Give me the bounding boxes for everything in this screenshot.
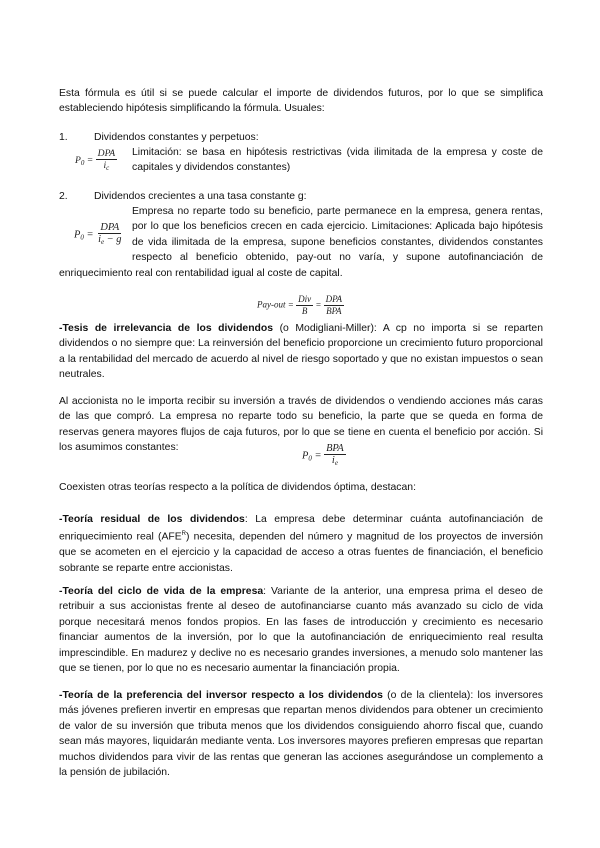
formula-bpa: $P_0$ = $\frac{\text{BPA}}{i_e}$ [302, 443, 344, 467]
list-title-1: Dividendos constantes y perpetuos: [94, 132, 259, 143]
list-text-2: Empresa no reparte todo su beneficio, parte permanece en la empresa, genera rentas, por lo que los beneficios crecen en cada ejercicio. Limitaciones: Aplicada bajo hipótesis de vida ilimitada de la empresa, supone beneficios constantes, dividendos constantes respecto al beneficio obtenido, pay-out no varía, y supone autofinanciación de enriquecimiento real con rentabilidad igual al coste de capital. [59, 206, 543, 279]
list-text-2-block [59, 204, 543, 281]
formula-payout: Pay-out = $\frac{\text{Div}}{B}$ = $\frac{\text{DPA}}{\text{BPA}}$ [257, 294, 342, 316]
list-number-2: 2. [59, 191, 68, 202]
accionista-paragraph: Al accionista no le importa recibir su inversión a través de dividendos o vendiendo acciones más caras de las que compró. La empresa no reparte todo su beneficio, la parte que se queda en forma de reservas genera mayores flujos de caja futuros, por lo que se tiene en cuenta el beneficio por acción. Si los asumimos constantes: [59, 396, 543, 454]
coexisten-paragraph: Coexisten otras teorías respecto a la política de dividendos óptima, destacan: [59, 482, 416, 493]
residual-paragraph: -Teoría residual de los dividendos: La empresa debe determinar cuánta autofinanciación de enriquecimiento real $(AFE^R)$ necesita, dependen del número y magnitud de los proyectos de inversión que se acometen en el ejercicio y la capacidad de acceso a otras fuentes de financiación, el beneficio sobrante se reparte entre accionistas. [59, 514, 543, 574]
formula-constant-dividends: $P_0$ = $\frac{\text{DPA}}{i_c}$ [75, 148, 116, 172]
intro-paragraph: Esta fórmula es útil si se puede calcular el importe de dividendos futuros, por lo que se simplifica estableciendo hipótesis simplificando la fórmula. Usuales: [59, 88, 543, 115]
tesis-heading: -Tesis de irrelevancia de los dividendos [59, 323, 274, 334]
tesis-paragraph: -Tesis de irrelevancia de los dividendos (o Modigliani-Miller): A cp no importa si se reparten dividendos o no siempre que: La reinversión del beneficio proporcione un crecimiento futuro proporcional a la rentabilidad del mercado de acuerdo al nivel de riesgo soportado y que no existan impuestos o sean neutrales. [59, 323, 543, 381]
list-text-1: Limitación: se basa en hipótesis restrictivas (vida ilimitada de la empresa y coste de capitales y dividendos constantes) [132, 147, 543, 174]
formula-growing-dividends: $P_0$ = $\frac{\text{DPA}}{i_e - g}$ [74, 222, 122, 246]
preferencia-paragraph: -Teoría de la preferencia del inversor respecto a los dividendos (o de la clientela): los inversores más jóvenes prefieren invertir en empresas que repartan menos dividendos para obtener un crecimiento de valor de su inversión que tributa menos que los dividendos consiguiendo ahorro fiscal que, cuando sean más mayores, liquidarán mediante venta. Los inversores mayores prefieren empresas que repartan muchos dividendos para vivir de las rentas que generan las acciones asegurándose un complemento a la pensión de jubilación. [59, 690, 543, 779]
list-number-1: 1. [59, 132, 68, 143]
ciclo-heading: -Teoría del ciclo de vida de la empresa [59, 586, 264, 597]
list-title-2: Dividendos crecientes a una tasa constante g: [94, 191, 307, 202]
residual-heading: -Teoría residual de los dividendos [59, 514, 245, 525]
preferencia-heading: -Teoría de la preferencia del inversor respecto a los dividendos [59, 690, 383, 701]
ciclo-paragraph: -Teoría del ciclo de vida de la empresa: Variante de la anterior, una empresa prima el deseo de retribuir a sus accionistas frente al deseo de autofinanciarse cuanto más avanzado su ciclo de vida porque necesitará menos fondos propios. En las fases de introducción y crecimiento es necesario financiar aumentos de la inversión, por lo que la autofinanciación de enriquecimiento real resulta imprescindible. En madurez y declive no es necesario grandes inversiones, a menudo solo mantener las que se tienen, por lo que no es necesario aumentar la financiación propia. [59, 586, 543, 675]
